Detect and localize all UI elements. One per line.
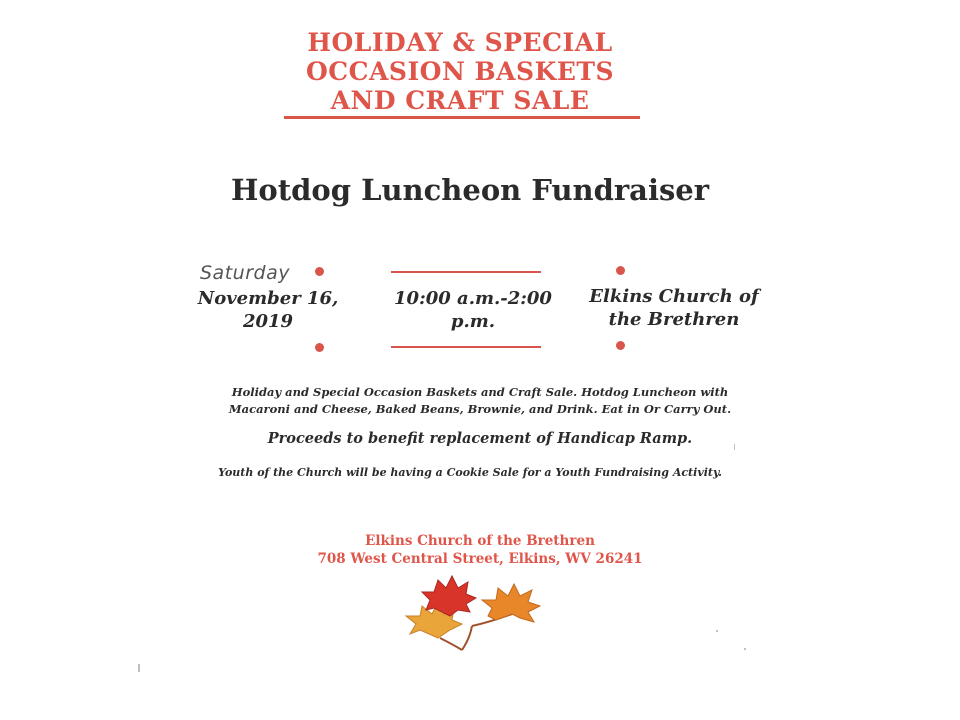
event-date-line-2: 2019 [242,311,294,332]
event-location-line-1: Elkins Church of [589,286,759,307]
church-footer [260,532,700,568]
event-time-line-1: 10:00 a.m.-2:00 [394,288,552,309]
youth-note: Youth of the Church will be having a Cookie Sale for a Youth Fundraising Activity. [218,466,722,479]
proceeds-note: Proceeds to benefit replacement of Handicap Ramp. [267,430,693,447]
flyer-title: Hotdog Luncheon Fundraiser [230,173,710,207]
scan-speck [138,664,140,672]
handwritten-day: Saturday [200,262,290,284]
header-line-3: AND CRAFT SALE [330,86,590,115]
decor-dot [616,266,625,275]
scan-speck [716,630,718,632]
decor-dot [315,343,324,352]
decor-rule [391,271,541,273]
event-date [180,287,356,333]
description-line-1: Holiday and Special Occasion Baskets and Craft Sale. Hotdog Luncheon with [231,385,729,399]
header-line-1: HOLIDAY & SPECIAL [307,28,613,57]
orange-leaf [482,584,540,622]
header-line-2: OCCASION BASKETS [305,57,615,86]
event-time-line-2: p.m. [450,311,496,332]
header-divider [284,116,640,119]
decor-dot [616,341,625,350]
red-leaf [422,576,476,616]
event-location [570,285,778,331]
flyer-header [240,28,680,115]
event-location-line-2: the Brethren [608,309,740,330]
decor-rule [391,346,541,348]
event-date-line-1: November 16, [197,288,339,309]
event-time [380,287,566,333]
autumn-maple-leaves-icon [400,572,550,662]
decor-dot [315,267,324,276]
description-line-2: Macaroni and Cheese, Baked Beans, Brownie, and Drink. Eat in Or Carry Out. [228,402,732,416]
scan-speck [734,444,735,450]
scan-speck [744,648,746,650]
footer-address: 708 West Central Street, Elkins, WV 26241 [317,551,643,567]
event-description [160,384,800,418]
footer-org: Elkins Church of the Brethren [365,533,595,549]
